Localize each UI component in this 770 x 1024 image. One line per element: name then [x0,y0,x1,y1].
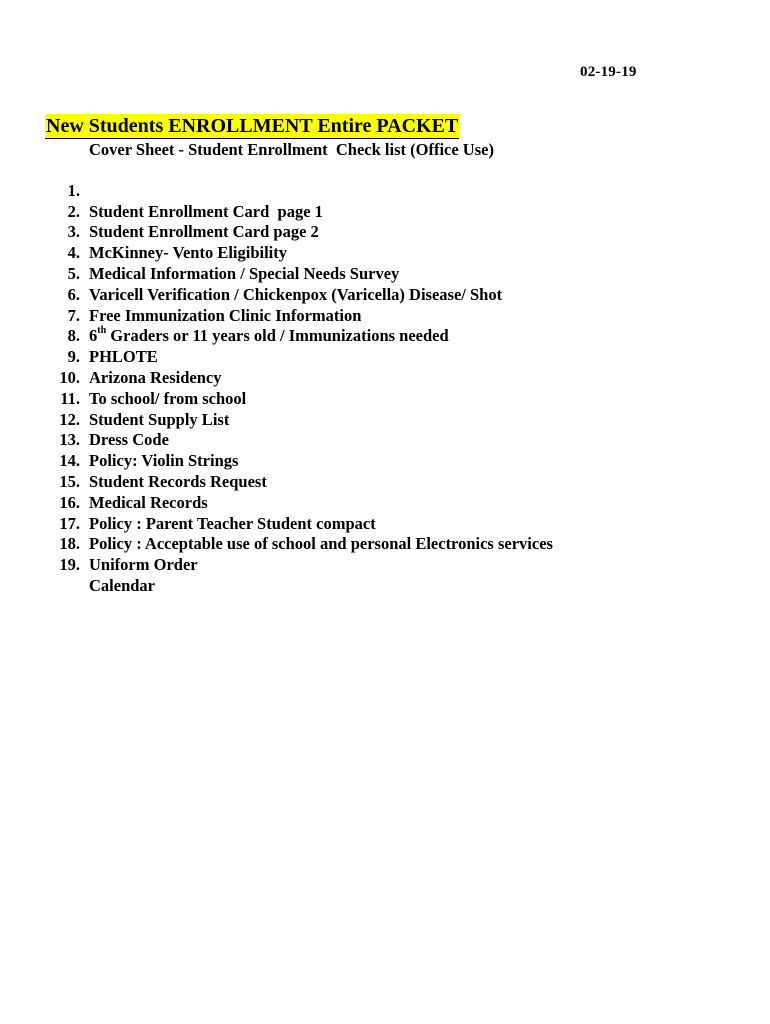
item-text: Student Supply List [89,409,230,429]
item-text: To school/ from school [89,388,247,408]
item-number: 10. [59,367,80,387]
item-text: Uniform Order [89,555,198,575]
ordinal-number: 6 [89,326,98,346]
item-text: Student Records Request [89,471,267,491]
item-number: 19. [59,555,80,575]
item-text: Policy : Acceptable use of school and personal Electronics services [89,534,553,554]
item-number: 16. [59,492,80,512]
item-text: Policy: Violin Strings [89,451,239,471]
item-number: 13. [59,430,80,450]
item-text: Arizona Residency [89,367,222,387]
item-number: 5. [67,263,80,283]
item-text: Student Enrollment Card page 1 [89,201,323,221]
item-text: Student Enrollment Card page 2 [89,222,319,242]
item-number: 18. [59,534,80,554]
item-text: PHLOTE [89,347,158,367]
item-number: 8. [67,326,80,346]
item-text: Graders or 11 years old / Immunizations needed [106,326,449,346]
list-item [0,160,323,221]
ordinal-suffix: th [97,324,107,336]
item-number: 9. [67,347,80,367]
item-text: Medical Records [89,492,208,512]
item-number: 15. [59,471,80,491]
item-text: Dress Code [89,430,169,450]
item-number: 17. [59,513,80,533]
item-text: Free Immunization Clinic Information [89,305,362,325]
item-text: Policy : Parent Teacher Student compact [89,513,376,533]
item-number: 11. [60,388,80,408]
item-number: 1. [67,180,80,200]
cover-sheet-line: Cover Sheet - Student Enrollment Check list (Office Use) [89,140,494,159]
item-text: McKinney- Vento Eligibility [89,243,288,263]
item-number: 4. [67,243,80,263]
item-number: 7. [67,305,80,325]
document-date: 02-19-19 [580,64,637,80]
packet-title: New Students ENROLLMENT Entire PACKET [46,115,459,137]
item-number: 2. [67,201,80,221]
item-number: 6. [67,284,80,304]
item-number: 12. [59,409,80,429]
item-text: Varicell Verification / Chickenpox (Varicella) Disease/ Shot [89,284,503,304]
item-text: Medical Information / Special Needs Survey [89,263,400,283]
packet-checklist [0,160,553,595]
item-number: 14. [59,451,80,471]
item-text-with-ordinal [89,326,449,347]
item-text: Calendar [89,575,155,595]
item-number: 3. [67,222,80,242]
